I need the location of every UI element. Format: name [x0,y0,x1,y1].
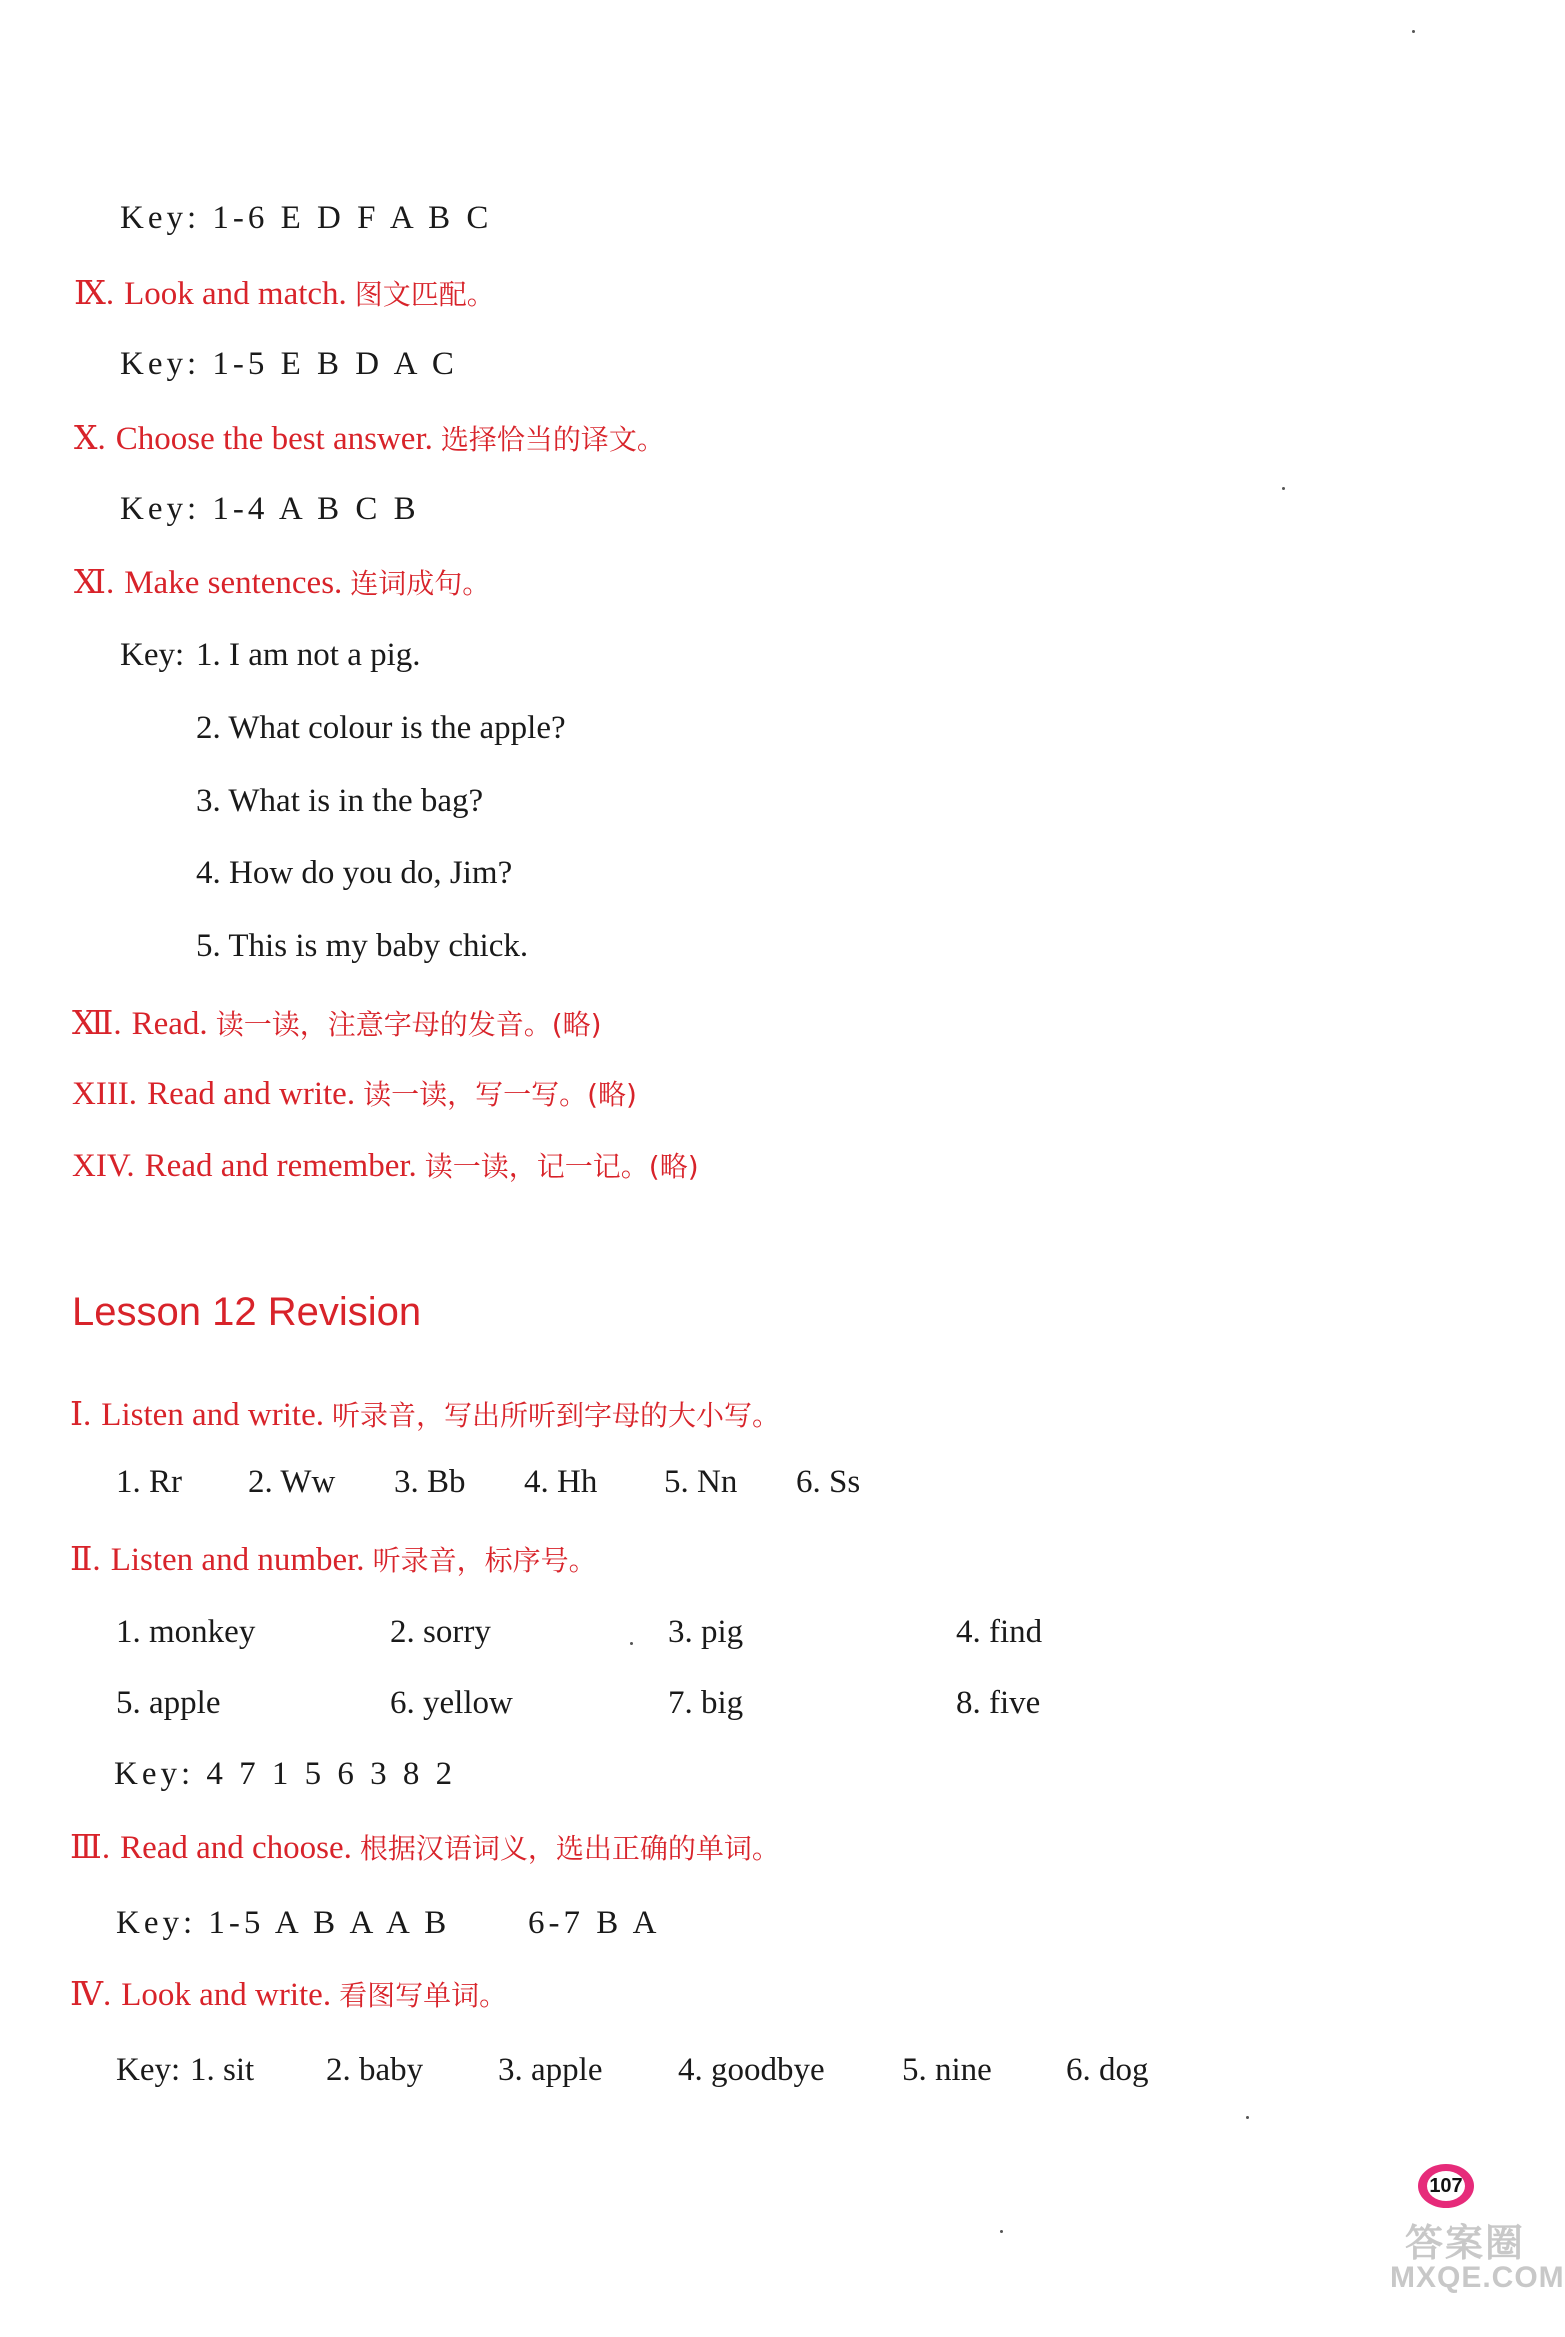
section-number: Ⅺ. [74,565,115,601]
key-line: Key: 1-5 A B A A B [116,1905,451,1941]
answer-item: 4. goodbye [678,2052,825,2088]
section-number: Ⅳ. [70,1977,112,2013]
word-item: 1. monkey [116,1614,256,1650]
section-number: Ⅹ. [74,421,106,457]
letter-item: 4. Hh [524,1464,598,1500]
sentence-item: 2. What colour is the apple? [196,710,566,746]
section-heading [70,1828,780,1869]
letter-item: 3. Bb [394,1464,466,1500]
section-title: Read. [131,1006,208,1042]
section-title: Read and write. [147,1076,356,1112]
section-instruction: 读一读，注意字母的发音。(略) [215,1008,602,1041]
section-heading [72,1146,699,1187]
answer-item: 5. nine [902,2052,992,2088]
section-heading [70,1975,507,2016]
letter-item: 6. Ss [796,1464,861,1500]
sentence-item: 5. This is my baby chick. [196,928,529,964]
section-instruction: 选择恰当的译文。 [440,423,665,456]
watermark-text: 答案圈 [1404,2223,1525,2265]
section-title: Make sentences. [124,565,343,601]
section-heading [70,1395,780,1436]
section-title: Look and match. [124,276,347,312]
answer-item: 1. sit [190,2052,255,2088]
lesson-title: Lesson 12 Revision [72,1290,422,1334]
section-heading [74,563,490,604]
section-heading [72,1004,602,1045]
letter-item: 5. Nn [664,1464,738,1500]
scan-speck [1412,30,1415,33]
section-number: Ⅰ. [70,1397,92,1433]
section-number: Ⅻ. [72,1006,122,1042]
word-item: 6. yellow [390,1685,513,1721]
sentence-item: 4. How do you do, Jim? [196,855,513,891]
key-label: Key: [116,2052,181,2088]
scan-speck [1246,2116,1249,2119]
word-item: 3. pig [668,1614,744,1650]
section-heading [74,274,495,315]
section-title: Listen and number. [110,1542,365,1578]
answer-item: 2. baby [326,2052,424,2088]
letter-item: 1. Rr [116,1464,182,1500]
section-instruction: 读一读，记一记。(略) [424,1150,699,1183]
section-heading [74,419,665,460]
section-heading [70,1540,597,1581]
section-title: Read and choose. [120,1830,352,1866]
section-number: Ⅸ. [74,276,115,312]
sentence-item: 3. What is in the bag? [196,783,484,819]
section-title: Listen and write. [101,1397,324,1433]
sentence-item: 1. I am not a pig. [196,637,421,673]
section-instruction: 连词成句。 [350,567,491,600]
word-item: 4. find [956,1614,1043,1650]
section-number: XIV. [72,1148,135,1184]
section-heading [72,1074,637,1115]
word-item: 7. big [668,1685,744,1721]
section-number: Ⅲ. [70,1830,111,1866]
watermark-url: MXQE.COM [1390,2261,1565,2294]
section-instruction: 听录音，写出所听到字母的大小写。 [331,1399,780,1432]
scan-speck [1000,2230,1003,2233]
key-line: Key: 4 7 1 5 6 3 8 2 [114,1756,457,1792]
key-label: Key: [120,637,185,673]
section-instruction: 看图写单词。 [339,1979,508,2012]
key-line: Key: 1-4 A B C B [120,491,420,527]
word-item: 2. sorry [390,1614,491,1650]
key-line: Key: 1-5 E B D A C [120,346,458,382]
section-title: Choose the best answer. [115,421,433,457]
letter-item: 2. Ww [248,1464,336,1500]
key-line: 6-7 B A [528,1905,661,1941]
scan-speck [630,1642,633,1645]
answer-item: 3. apple [498,2052,603,2088]
section-instruction: 听录音，标序号。 [372,1544,597,1577]
answer-item: 6. dog [1066,2052,1149,2088]
section-number: Ⅱ. [70,1542,101,1578]
section-title: Look and write. [121,1977,332,2013]
key-line: Key: 1-6 E D F A B C [120,200,493,236]
section-title: Read and remember. [144,1148,417,1184]
section-instruction: 图文匹配。 [354,278,495,311]
section-number: XIII. [72,1076,138,1112]
section-instruction: 读一读，写一写。(略) [363,1078,637,1111]
word-item: 8. five [956,1685,1041,1721]
watermark-logo [1390,2212,1565,2295]
page-number-badge [1418,2164,1474,2208]
section-instruction: 根据汉语词义，选出正确的单词。 [359,1832,780,1865]
page-number: 107 [1427,2171,1465,2201]
scan-speck [1282,487,1285,490]
word-item: 5. apple [116,1685,221,1721]
